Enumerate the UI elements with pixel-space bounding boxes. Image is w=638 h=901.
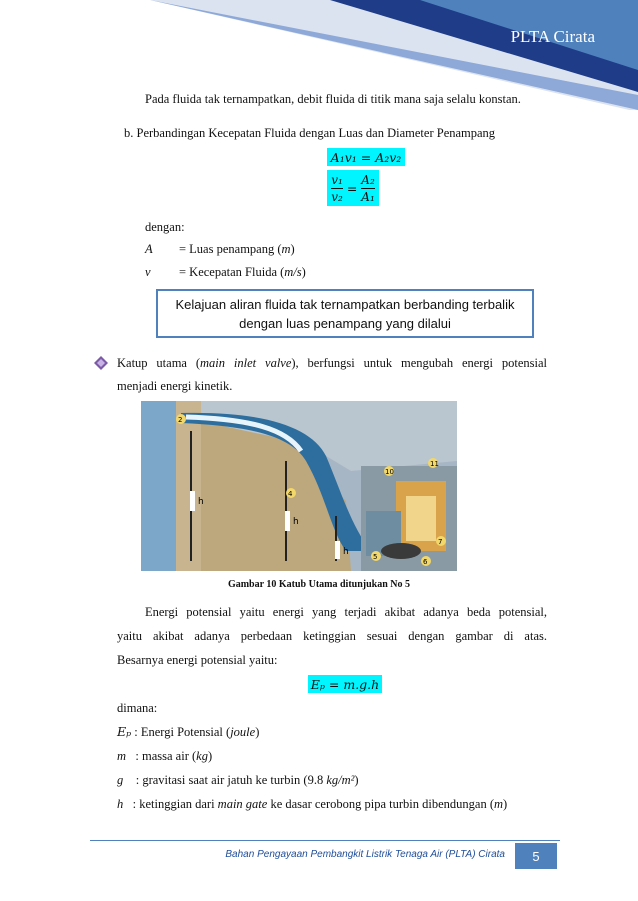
- definition-row: v = Kecepatan Fluida (m/s): [145, 265, 306, 279]
- diamond-bullet-icon: [94, 356, 108, 370]
- callout-line: Kelajuan aliran fluida tak ternampatkan berbanding terbalik: [175, 297, 515, 312]
- equation-potential-energy: Eₚ = m.g.h: [308, 675, 382, 693]
- header-title: PLTA Cirata: [510, 27, 595, 46]
- definition-row: g : gravitasi saat air jatuh ke turbin (9.8 kg/m²): [117, 773, 359, 787]
- figure-label: h: [198, 497, 204, 507]
- definition-row: A = Luas penampang (m): [145, 242, 295, 256]
- definition-row: h : ketinggian dari main gate ke dasar cerobong pipa turbin dibendungan (m): [117, 797, 508, 811]
- figure-label: 4: [288, 490, 293, 498]
- figure-caption: Gambar 10 Katub Utama ditunjukan No 5: [227, 579, 411, 590]
- footer-text: Bahan Pengayaan Pembangkit Listrik Tenaga Air (PLTA) Cirata: [225, 849, 505, 860]
- section-b-heading: b. Perbandingan Kecepatan Fluida dengan Luas dan Diameter Penampang: [124, 126, 496, 140]
- figure-label: 7: [438, 538, 443, 546]
- callout-box: [156, 289, 534, 338]
- energy-line-1: Energi potensial yaitu energi yang terjadi akibat adanya beda potensial,: [145, 605, 547, 619]
- figure-label: 11: [430, 460, 439, 468]
- energy-line-3: Besarnya energi potensial yaitu:: [117, 653, 278, 667]
- footer-divider: [90, 840, 560, 841]
- figure-label: 2: [178, 416, 183, 424]
- dengan-label: dengan:: [145, 220, 185, 234]
- definition-row: Eₚ : Energi Potensial (joule): [117, 724, 260, 739]
- dimana-label: dimana:: [117, 701, 158, 715]
- figure-label: h: [343, 547, 349, 557]
- definition-row: m : massa air (kg): [117, 749, 213, 763]
- figure-label: 5: [373, 553, 378, 561]
- main-inlet-valve-diagram: [141, 401, 457, 571]
- bullet-line-2: menjadi energi kinetik.: [117, 379, 233, 393]
- energy-line-2: yaitu akibat adanya perbedaan ketinggian sesuai dengan gambar di atas.: [117, 629, 547, 643]
- bullet-line-1: Katup utama (main inlet valve), berfungsi untuk mengubah energi potensial: [117, 356, 547, 370]
- figure-label: 10: [385, 468, 394, 476]
- callout-line: dengan luas penampang yang dilalui: [239, 316, 451, 331]
- equation-continuity: A₁v₁ = A₂v₂: [327, 148, 405, 166]
- page-number: 5: [515, 843, 557, 869]
- intro-text: Pada fluida tak ternampatkan, debit fluida di titik mana saja selalu konstan.: [145, 92, 521, 106]
- equation-ratio: $\frac{\text{v₁}}{\text{v₂}}$ = $\frac{\text{A₂}}{\text{A₁}}$: [327, 170, 379, 206]
- figure-label: h: [293, 517, 299, 527]
- figure-label: 6: [423, 558, 428, 566]
